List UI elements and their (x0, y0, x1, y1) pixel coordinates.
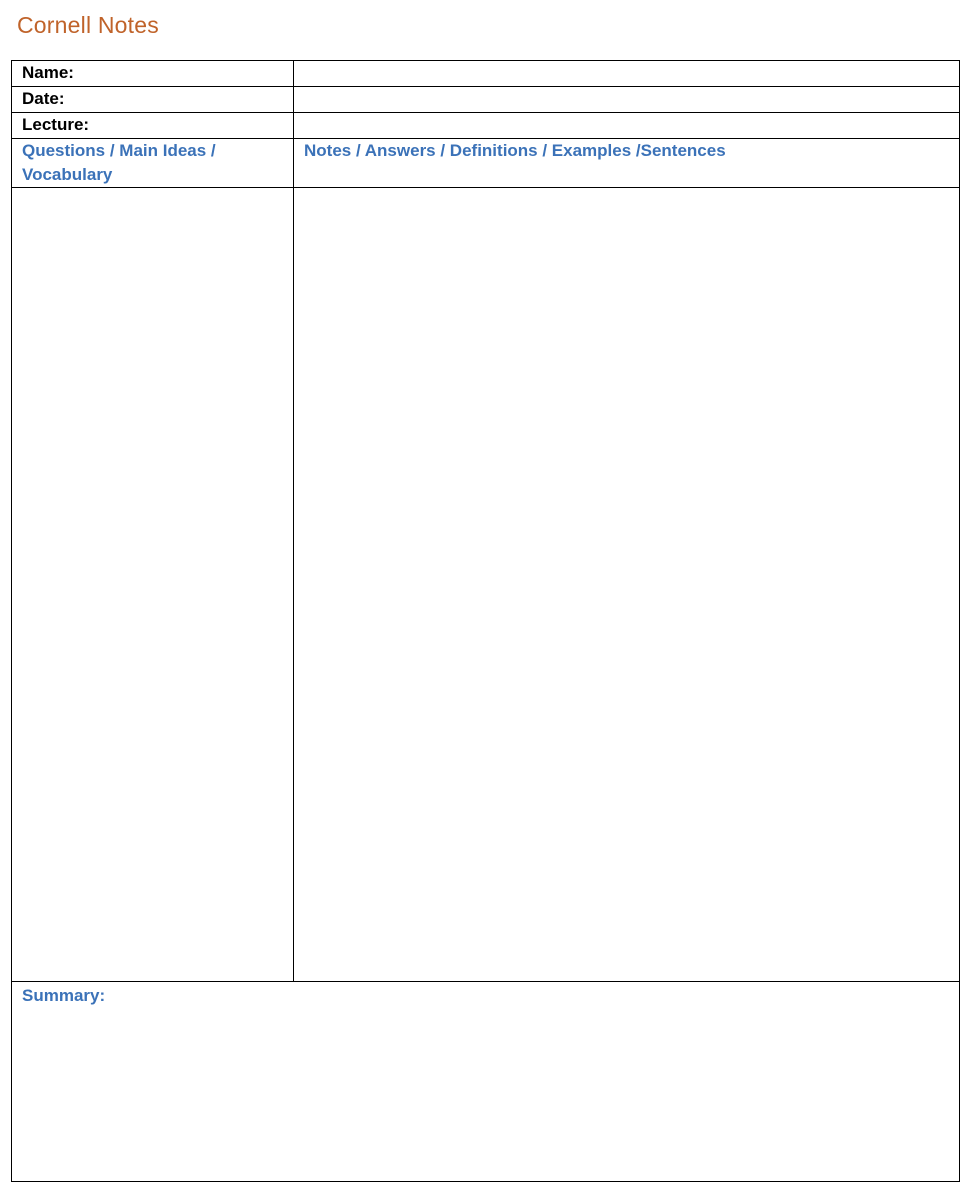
name-label: Name: (12, 61, 294, 87)
summary-area[interactable] (12, 982, 960, 1182)
date-row (12, 87, 960, 113)
questions-area[interactable] (12, 188, 294, 982)
summary-row (12, 982, 960, 1182)
lecture-row (12, 113, 960, 139)
page-title: Cornell Notes (17, 12, 159, 38)
column-header-row (12, 139, 960, 188)
lecture-field[interactable] (294, 113, 960, 139)
notes-column-header: Notes / Answers / Definitions / Examples /Sentences (294, 139, 960, 188)
notes-body-row (12, 188, 960, 982)
notes-area[interactable] (294, 188, 960, 982)
summary-label: Summary: (22, 986, 106, 1005)
lecture-label: Lecture: (12, 113, 294, 139)
cornell-notes-table (11, 60, 960, 1182)
date-label: Date: (12, 87, 294, 113)
questions-column-header: Questions / Main Ideas / Vocabulary (12, 139, 294, 188)
date-field[interactable] (294, 87, 960, 113)
name-field[interactable] (294, 61, 960, 87)
name-row (12, 61, 960, 87)
